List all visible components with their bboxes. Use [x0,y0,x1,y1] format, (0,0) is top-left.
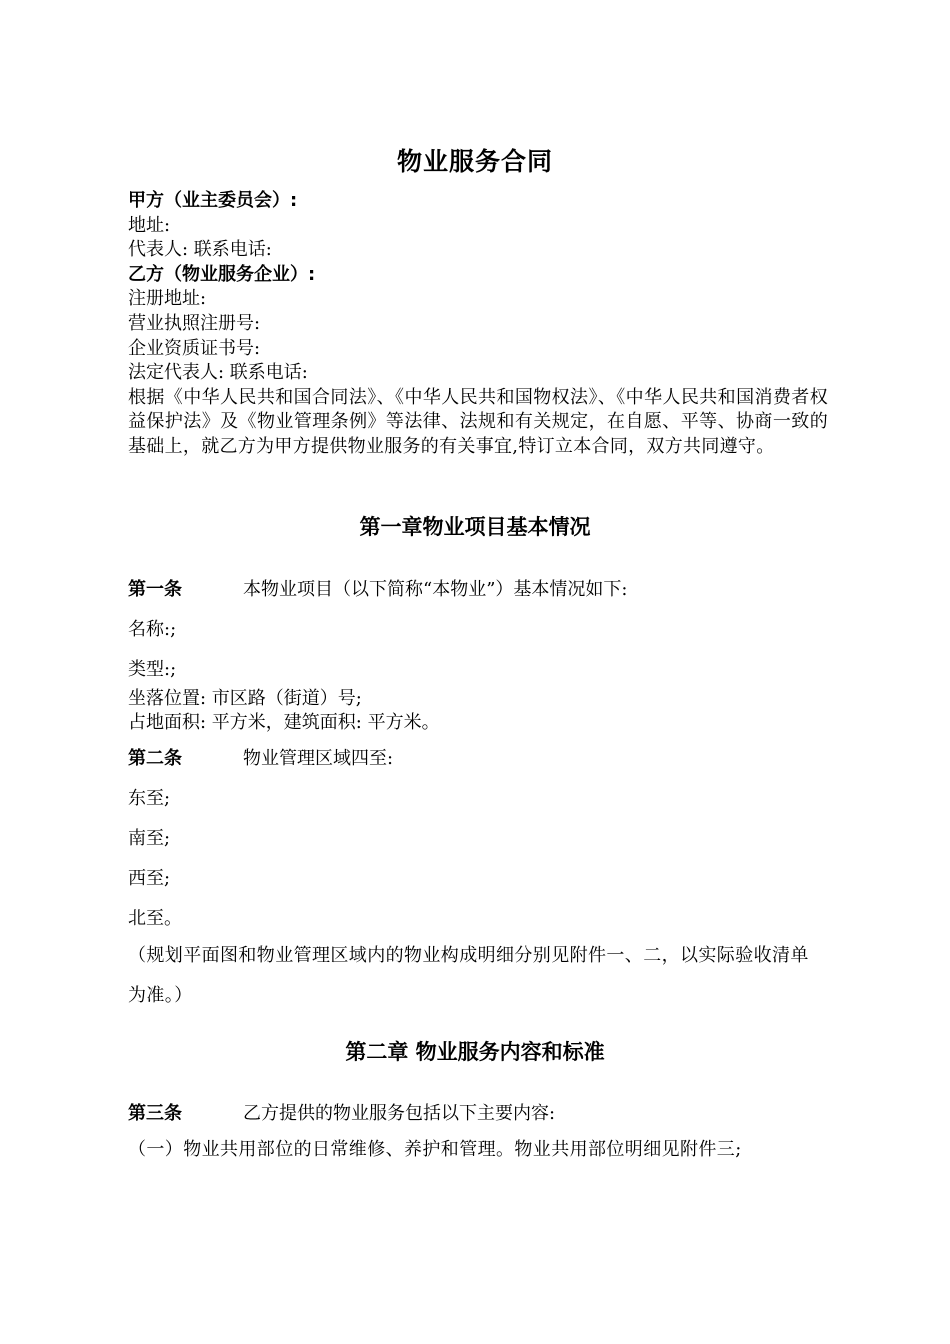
article-2 [128,744,393,770]
article-3-text: 乙方提供的物业服务包括以下主要内容: [243,1103,556,1124]
boundary-east: 东至; [128,788,171,809]
property-location: 坐落位置: 市区路（街道）号; [128,688,362,709]
party-b-legal-representative: 法定代表人: 联系电话: [128,362,308,384]
party-b-license-number: 营业执照注册号: [128,312,261,334]
boundary-north: 北至。 [128,908,182,929]
party-a-address: 地址: [128,214,171,236]
property-type: 类型:; [128,659,177,680]
chapter-1-title: 第一章物业项目基本情况 [359,515,591,539]
parties-section [128,189,828,460]
chapter-2-title: 第二章 物业服务内容和标准 [345,1040,605,1064]
party-b-heading: 乙方（物业服务企业）: [128,263,316,285]
boundary-west: 西至; [128,868,171,889]
article-3 [128,1099,555,1125]
article-1 [128,575,627,601]
party-a-representative: 代表人: 联系电话: [128,239,272,261]
document-title: 物业服务合同 [396,147,553,176]
article-2-text: 物业管理区域四至: [243,748,394,769]
article-1-label: 第一条 [128,579,182,600]
article-2-label: 第二条 [128,748,182,769]
party-b-registered-address: 注册地址: [128,288,207,310]
article-3-label: 第三条 [128,1103,182,1124]
article-1-text: 本物业项目（以下简称“本物业”）基本情况如下: [243,579,628,600]
service-item-1: （一）物业共用部位的日常维修、养护和管理。物业共用部位明细见附件三; [128,1139,742,1160]
boundary-south: 南至; [128,828,171,849]
property-area: 占地面积: 平方米，建筑面积: 平方米。 [128,712,440,733]
party-b-qualification-number: 企业资质证书号: [128,337,261,359]
preamble-paragraph: 根据《中华人民共和国合同法》、《中华人民共和国物权法》、《中华人民共和国消费者权益保护法》及《物业管理条例》等法律、法规和有关规定，在自愿、平等、协商一致的基础上，就乙方为甲方提供物业服务的有关事宜,特订立本合同，双方共同遵守。 [128,386,828,457]
party-a-heading: 甲方（业主委员会）: [128,190,298,211]
property-name: 名称:; [128,619,177,640]
boundary-note: （规划平面图和物业管理区域内的物业构成明细分别见附件一、二，以实际验收清单为准。） [128,945,809,1006]
